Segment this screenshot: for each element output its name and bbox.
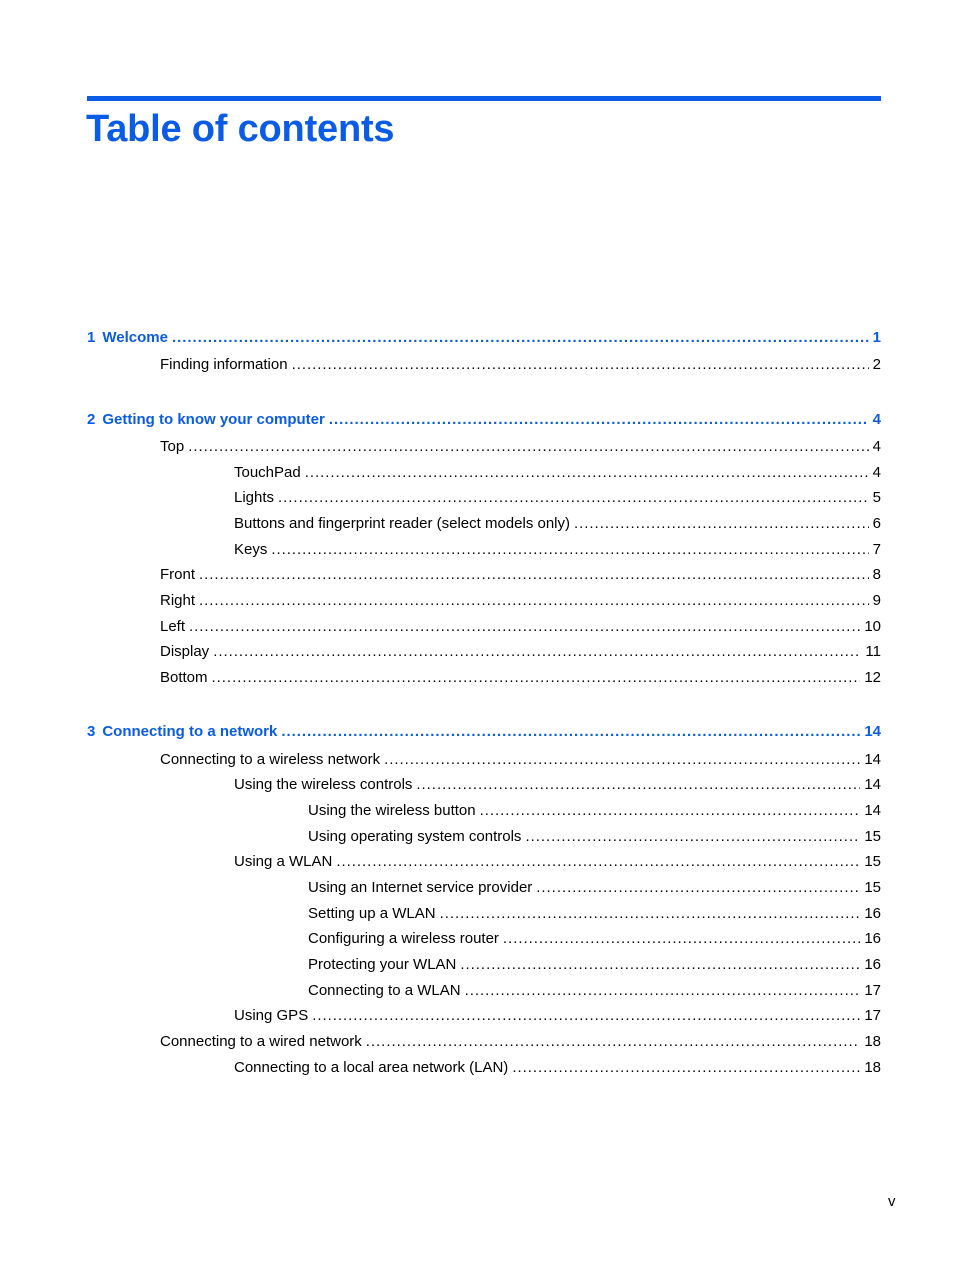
toc-entry-label: Using the wireless button [308,802,476,819]
toc-entry-page: 18 [864,1033,881,1050]
toc-entry-page: 7 [872,541,881,558]
dot-leader [199,591,869,611]
toc-entry-page: 15 [864,853,881,870]
chapter-number: 2 [87,411,96,428]
toc-entry-page: 15 [864,828,881,845]
toc-chapter-entry[interactable] [87,328,881,348]
toc-chapter-entry[interactable] [87,722,881,742]
toc-entry-label: Using operating system controls [308,828,522,845]
toc-entry[interactable] [160,668,881,688]
toc-entry[interactable] [308,904,881,924]
toc-entry-page: 16 [864,930,881,947]
toc-entry-page: 8 [872,566,881,583]
page-number: v [888,1193,896,1210]
toc-entry-label: Connecting to a wireless network [160,751,381,768]
dot-leader [329,410,869,430]
dot-leader [312,1006,860,1026]
dot-leader [366,1032,861,1052]
toc-entry-label: Lights [234,489,275,506]
toc-entry-page: 17 [864,982,881,999]
toc-entry-page: 9 [872,592,881,609]
toc-entry[interactable] [234,775,881,795]
toc-entry-page: 14 [864,802,881,819]
dot-leader [480,801,861,821]
toc-entry-label: Display [160,643,210,660]
toc-entry-label: Setting up a WLAN [308,905,436,922]
toc-entry-page: 5 [872,489,881,506]
dot-leader [213,642,861,662]
toc-entry-label: Connecting to a local area network (LAN) [234,1059,509,1076]
toc-entry-page: 4 [872,464,881,481]
dot-leader [281,722,860,742]
dot-leader [574,514,869,534]
toc-entry-label: Finding information [160,356,288,373]
toc-entry-page: 17 [864,1007,881,1024]
toc-entry-page: 1 [872,329,881,346]
dot-leader [503,929,860,949]
toc-entry-label: Connecting to a network [102,723,278,740]
toc-entry-page: 18 [864,1059,881,1076]
toc-entry-page: 2 [872,356,881,373]
dot-leader [212,668,861,688]
toc-entry-label: Using an Internet service provider [308,879,533,896]
dot-leader [336,852,860,872]
toc-entry[interactable] [160,355,881,375]
toc-entry-label: TouchPad [234,464,301,481]
toc-entry[interactable] [160,617,881,637]
toc-entry-label: Connecting to a WLAN [308,982,461,999]
dot-leader [292,355,869,375]
dot-leader [416,775,860,795]
toc-entry[interactable] [234,463,881,483]
dot-leader [278,488,869,508]
toc-entry-page: 11 [865,643,881,660]
toc-entry-label: Using a WLAN [234,853,333,870]
toc-entry-label: Welcome [102,329,168,346]
dot-leader [384,750,860,770]
toc-entry-page: 4 [872,411,881,428]
dot-leader [199,565,869,585]
toc-entry-label: Keys [234,541,268,558]
toc-entry[interactable] [160,565,881,585]
dot-leader [465,981,861,1001]
dot-leader [188,437,868,457]
toc-entry[interactable] [308,801,881,821]
page-title: Table of contents [86,108,395,150]
toc-entry[interactable] [234,514,881,534]
toc-entry-label: Getting to know your computer [102,411,325,428]
dot-leader [305,463,869,483]
dot-leader [525,827,860,847]
toc-entry-label: Protecting your WLAN [308,956,457,973]
toc-entry-page: 12 [864,669,881,686]
toc-entry-label: Using the wireless controls [234,776,413,793]
chapter-number: 3 [87,723,96,740]
dot-leader [271,540,868,560]
toc-entry-label: Configuring a wireless router [308,930,499,947]
chapter-number: 1 [87,329,96,346]
toc-chapter-entry[interactable] [87,410,881,430]
title-rule [87,96,881,101]
toc-entry[interactable] [160,642,881,662]
toc-entry-label: Right [160,592,196,609]
toc-entry[interactable] [234,488,881,508]
dot-leader [189,617,860,637]
toc-entry-page: 16 [864,956,881,973]
toc-entry[interactable] [308,878,881,898]
toc-entry-page: 10 [864,618,881,635]
toc-entry-label: Top [160,438,185,455]
toc-entry-page: 16 [864,905,881,922]
toc-entry-label: Buttons and fingerprint reader (select models only) [234,515,571,532]
toc-entry[interactable] [160,750,881,770]
toc-entry[interactable] [160,1032,881,1052]
toc-entry[interactable] [234,1058,881,1078]
toc-entry-page: 4 [872,438,881,455]
toc-entry[interactable] [234,852,881,872]
toc-entry[interactable] [308,827,881,847]
toc-entry-page: 14 [864,751,881,768]
toc-entry[interactable] [160,437,881,457]
dot-leader [172,328,869,348]
dot-leader [460,955,860,975]
toc-entry-label: Connecting to a wired network [160,1033,362,1050]
toc-entry-page: 14 [864,776,881,793]
toc-entry[interactable] [308,955,881,975]
toc-entry[interactable] [234,1006,881,1026]
toc-entry-page: 14 [864,723,881,740]
toc-entry-label: Left [160,618,186,635]
toc-entry-page: 6 [872,515,881,532]
toc-entry-label: Front [160,566,196,583]
toc-entry-page: 15 [864,879,881,896]
toc-entry-label: Using GPS [234,1007,309,1024]
toc-entry-label: Bottom [160,669,208,686]
dot-leader [536,878,860,898]
dot-leader [440,904,861,924]
toc-entry[interactable] [308,981,881,1001]
dot-leader [512,1058,860,1078]
toc-entry[interactable] [160,591,881,611]
toc-entry[interactable] [308,929,881,949]
toc-entry[interactable] [234,540,881,560]
